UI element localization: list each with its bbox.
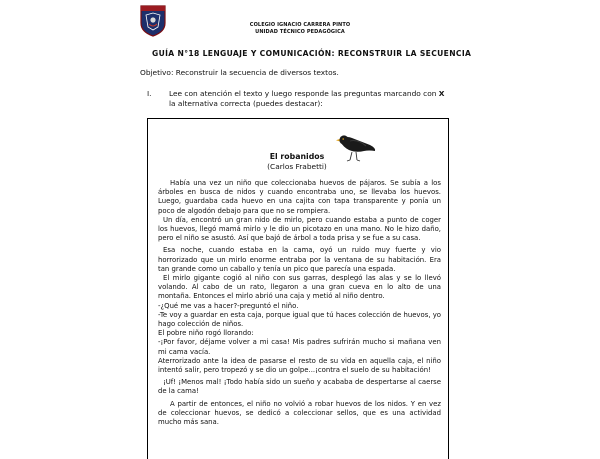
story-paragraph: ¡Uf! ¡Menos mal! ¡Todo había sido un sueño y acababa de despertarse al caerse de la cama!: [158, 378, 441, 396]
story-title: El robanidos: [269, 152, 325, 161]
instruction-text-after: la alternativa correcta (puedes destacar):: [169, 99, 323, 108]
story-paragraph: -¡Por favor, déjame volver a mi casa! Mis padres sufrirán mucho si mañana ven mi cama vacía.: [158, 338, 441, 356]
story-paragraph: Esa noche, cuando estaba en la cama, oyó un ruido muy fuerte y vio horrorizado que un mirlo enorme entraba por la ventana de su habitación. Era tan grande como un caballo y tenía un pico que parecía una espada.: [158, 246, 441, 273]
story-author: (Carlos Frabetti): [267, 162, 327, 171]
instruction-text: [169, 89, 449, 109]
school-name: COLEGIO IGNACIO CARRERA PINTO: [249, 22, 351, 28]
story-paragraph: A partir de entonces, el niño no volvió a robar huevos de los nidos. Y en vez de coleccionar huevos, se dedicó a coleccionar sellos, que es una actividad mucho más sana.: [158, 399, 441, 427]
objective-text: Objetivo: Reconstruir la secuencia de diversos textos.: [140, 68, 339, 77]
story-paragraph: -Te voy a guardar en esta caja, porque igual que tú haces colección de huevos, yo hago colección de niños.: [158, 310, 441, 329]
story-paragraph: El pobre niño rogó llorando:: [158, 329, 254, 338]
section-numeral: I.: [147, 89, 152, 98]
story-paragraph: Un día, encontró un gran nido de mirlo, pero cuando estaba a punto de coger los huevos, llegó mamá mirlo y le dio un picotazo en una mano. No le hizo daño, pero el niño se asustó. Así que bajó de árbol a toda prisa y se fue a su casa.: [158, 215, 441, 243]
school-unit: UNIDAD TÉCNICO PEDAGÓGICA: [255, 29, 345, 35]
guide-title: GUÍA N°18 LENGUAJE Y COMUNICACIÓN: RECONSTRUIR LA SECUENCIA: [152, 49, 472, 58]
story-paragraph: Había una vez un niño que coleccionaba huevos de pájaros. Se subía a los árboles en busca de nidos y cuando encontraba uno, se llevaba los huevos. Luego, guardaba cada huevo en una cajita con tapa transparente y ponía un poco de algodón debajo para que no se rompiera.: [158, 179, 441, 215]
instruction-mark: X: [438, 89, 445, 98]
story-paragraph: El mirlo gigante cogió al niño con sus garras, desplegó las alas y se lo llevó volando. Al cabo de un rato, llegaron a una gran cueva en lo alto de una montaña. Entonces el mirlo abrió una caja y metió al niño dentro.: [158, 274, 441, 301]
story-paragraph: Aterrorizado ante la idea de pasarse el resto de su vida en aquella caja, el niño intentó salir, pero tropezó y se dio un golpe...¡contra el suelo de su habitación!: [158, 356, 441, 375]
story-body: [158, 179, 441, 427]
instruction-text-before: Lee con atención el texto y luego responde las preguntas marcando con: [169, 89, 439, 98]
story-paragraph: -¿Qué me vas a hacer?-preguntó el niño.: [158, 301, 299, 310]
